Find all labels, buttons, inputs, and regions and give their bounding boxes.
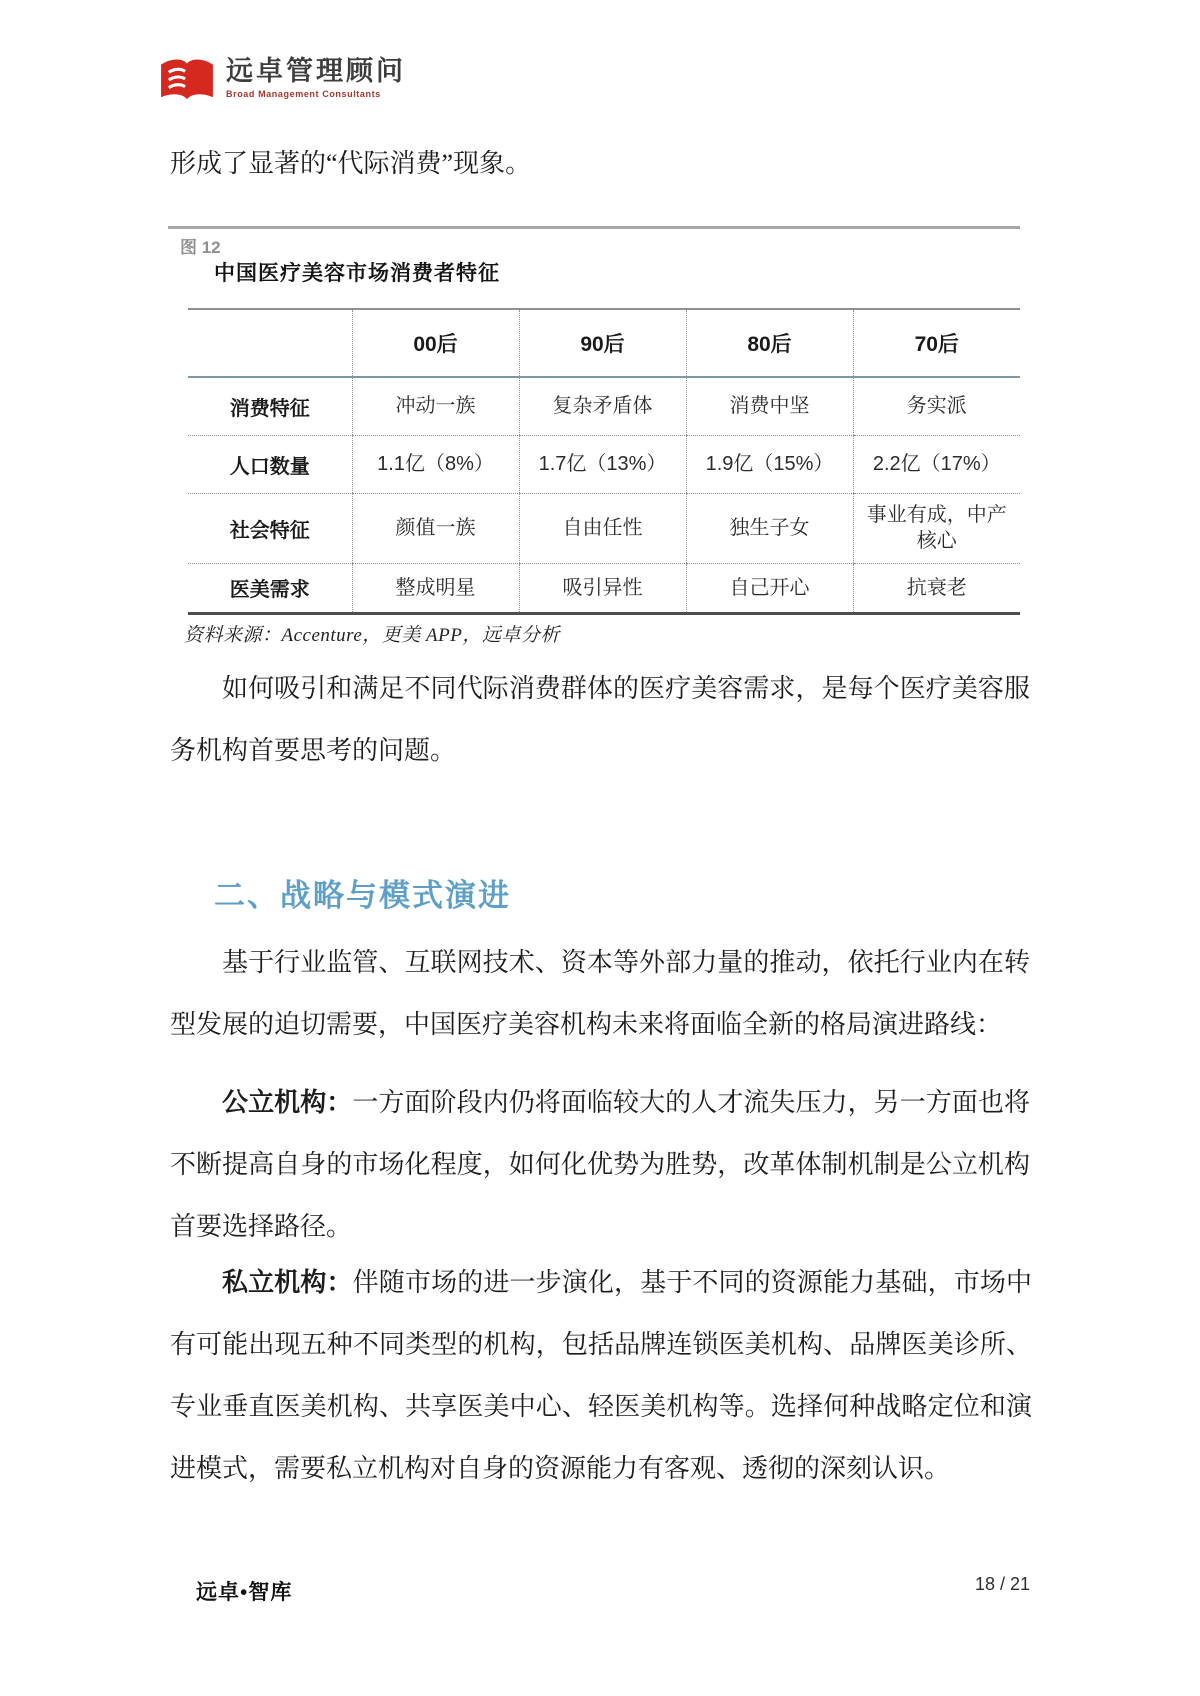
- header-cell-70s: 70后: [853, 309, 1020, 377]
- header-cell-80s: 80后: [686, 309, 853, 377]
- paragraph-lead-private: 私立机构：: [222, 1268, 353, 1297]
- figure-top-rule: [168, 226, 1020, 229]
- row-label: 消费特征: [188, 377, 352, 435]
- footer-brand: 远卓•智库: [196, 1580, 293, 1604]
- paragraph-body-private: 伴随市场的进一步演化，基于不同的资源能力基础，市场中有可能出现五种不同类型的机构，包括品牌连锁医美机构、品牌医美诊所、专业垂直医美机构、共享医美中心、轻医美机构等。选择何种战略定位和演进模式，需要私立机构对自身的资源能力有客观、透彻的深刻认识。: [170, 1268, 1032, 1483]
- logo-name-en: Broad Management Consultants: [226, 89, 381, 100]
- intro-paragraph: 形成了显著的“代际消费”现象。: [170, 149, 532, 178]
- table-cell: 吸引异性: [519, 563, 686, 613]
- row-label: 社会特征: [188, 493, 352, 563]
- table-header-row: [188, 309, 1020, 377]
- table-cell: 2.2亿（17%）: [853, 435, 1020, 493]
- logo-text: [226, 56, 406, 99]
- figure-source-note: 资料来源：Accenture，更美 APP，远卓分析: [184, 625, 560, 646]
- table-row-medical-aesthetic-need: [188, 563, 1020, 613]
- table-row-consumption: [188, 377, 1020, 435]
- figure-title: 中国医疗美容市场消费者特征: [214, 262, 500, 285]
- table-cell: 冲动一族: [352, 377, 519, 435]
- figure-label: 图 12: [180, 238, 221, 257]
- table-cell: 1.7亿（13%）: [519, 435, 686, 493]
- paragraph-lead-public: 公立机构：: [222, 1088, 353, 1117]
- table-cell: 自由任性: [519, 493, 686, 563]
- open-book-logo-icon: [158, 56, 216, 104]
- paragraph-body-public: 一方面阶段内仍将面临较大的人才流失压力，另一方面也将不断提高自身的市场化程度，如何化优势为胜势，改革体制机制是公立机构首要选择路径。: [170, 1088, 1030, 1241]
- header-cell-empty: [188, 309, 352, 377]
- company-logo: [158, 56, 406, 104]
- table-row-social: [188, 493, 1020, 563]
- table-cell: 务实派: [853, 377, 1020, 435]
- paragraph-evolution-intro: 基于行业监管、互联网技术、资本等外部力量的推动，依托行业内在转型发展的迫切需要，中国医疗美容机构未来将面临全新的格局演进路线：: [170, 948, 1030, 1039]
- paragraph-public-institutions: [170, 1072, 1030, 1258]
- paragraph-private-institutions: [170, 1252, 1032, 1500]
- table-cell: 消费中坚: [686, 377, 853, 435]
- header-cell-00s: 00后: [352, 309, 519, 377]
- table-cell: 复杂矛盾体: [519, 377, 686, 435]
- table-cell: 1.1亿（8%）: [352, 435, 519, 493]
- table-cell: 抗衰老: [853, 563, 1020, 613]
- table-cell: 1.9亿（15%）: [686, 435, 853, 493]
- table-cell: 颜值一族: [352, 493, 519, 563]
- section-heading: 二、战略与模式演进: [214, 878, 511, 913]
- header-cell-90s: 90后: [519, 309, 686, 377]
- table-cell: 自己开心: [686, 563, 853, 613]
- row-label: 医美需求: [229, 579, 310, 601]
- logo-name-cn: 远卓管理顾问: [226, 56, 406, 86]
- page-number: 18 / 21: [974, 1574, 1030, 1594]
- table-row-population: [188, 435, 1020, 493]
- paragraph-generations: 如何吸引和满足不同代际消费群体的医疗美容需求，是每个医疗美容服务机构首要思考的问题。: [170, 674, 1030, 765]
- table-cell: 独生子女: [686, 493, 853, 563]
- consumer-characteristics-table: [188, 308, 1020, 615]
- table-cell: 整成明星: [352, 563, 519, 613]
- row-label: 人口数量: [188, 435, 352, 493]
- table-cell: 事业有成，中产核心: [853, 493, 1020, 563]
